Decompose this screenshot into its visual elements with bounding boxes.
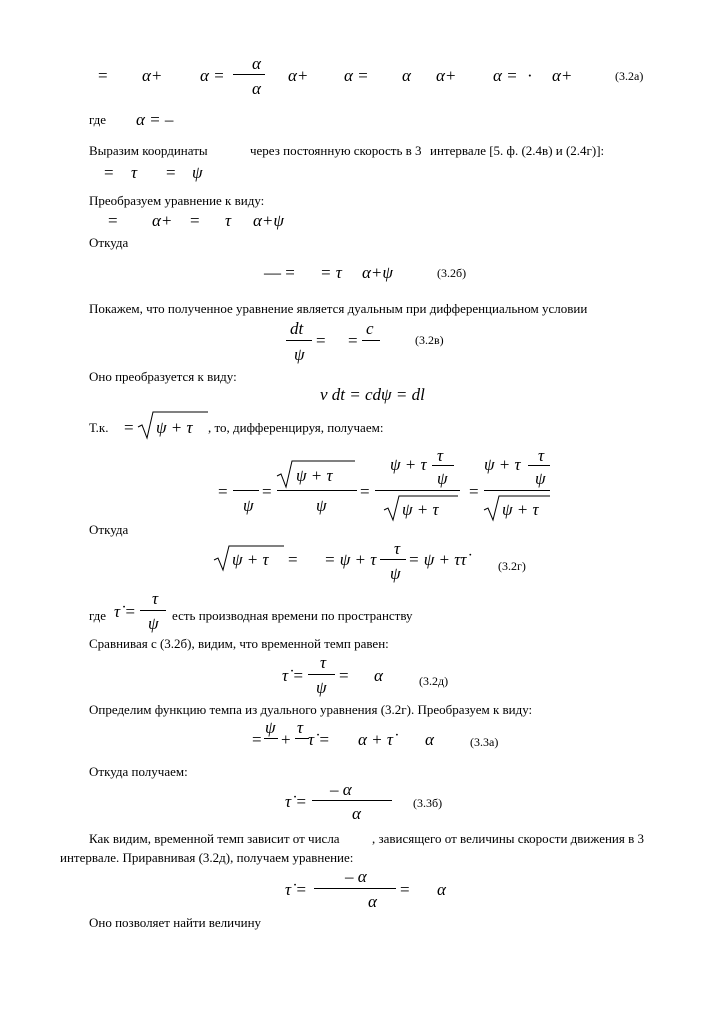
gde2-den: ψ (148, 614, 159, 633)
eq-3-2v-rhs-bar (362, 340, 380, 341)
para-vyrazim-c: интервале [5. ф. (2.4в) и (2.4г)]: (430, 143, 605, 158)
eq-3-3a-psi: ψ (265, 718, 276, 737)
big-f3-bar (375, 490, 460, 491)
eq-3-2a-frac-num: α (252, 54, 261, 73)
tk-eq: = (124, 418, 134, 437)
eq-3-3a-plus: + (281, 730, 291, 749)
big-f4-bar (484, 490, 550, 491)
eq-3-3a-eq1: = (252, 730, 262, 749)
eq-3-2v-bar (286, 340, 312, 341)
eq-3-2a-part1: = (98, 66, 108, 85)
para-kak-a: Как видим, временной темп зависит от числа (89, 831, 340, 846)
eq-3-2g-bar (380, 559, 406, 560)
eq-3-2g-tag: (3.2г) (498, 559, 526, 573)
eq-3-2a-frac-bar (233, 74, 265, 75)
gde2-text: есть производная времени по пространству (172, 608, 413, 623)
big-f4-psi: ψ (535, 469, 546, 488)
eq-3-2b-s1: — = (264, 263, 295, 282)
eq-3-3b-num: – α (330, 780, 352, 799)
eq-3-2g-s2: = ψ + τ (324, 550, 377, 569)
big-eq3: = (360, 482, 370, 501)
eq-3-2a-frac-den: α (252, 79, 261, 98)
eq-3-2d-tag: (3.2д) (419, 674, 449, 688)
eq-3-3a-s2: τ̇ = (308, 730, 330, 749)
eq-3-2a-part2: α+ (142, 66, 163, 85)
big-eq1: = (218, 482, 228, 501)
eq-3-3a-alpha: α (425, 730, 434, 749)
eq-3-2g-s3: = ψ + ττ̇ (408, 550, 467, 569)
eq-3-2a-tag: (3.2а) (615, 69, 644, 83)
para-sravn: Сравнивая с (3.2б), видим, что временной темп равен: (89, 636, 389, 651)
gde2-lhs: τ̇ = (114, 602, 136, 621)
para-kak-b: , зависящего от величины скорости движения в 3 (372, 831, 644, 846)
eq-3-2a-part8: α = (493, 66, 518, 85)
para-ono-2: Оно позволяет найти величину (89, 915, 262, 930)
eq-3-3b-tag: (3.3б) (413, 796, 443, 810)
eq-3-2a-part7: α+ (436, 66, 457, 85)
para-interval: интервале. Приравнивая (3.2д), получаем уравнение: (60, 850, 354, 865)
eq-final-num: – α (345, 867, 367, 886)
big-f4-rad: ψ + τ (502, 500, 539, 519)
eq-3-2a-part5: α = (344, 66, 369, 85)
eq-3-2g-rad: ψ + τ (232, 550, 269, 569)
eq-preobr-s4: α+ψ (253, 211, 284, 230)
tk-after: , то, дифференцируя, получаем: (208, 420, 384, 435)
eq-preobr-s3: = (190, 211, 200, 230)
big-f1-den: ψ (243, 496, 254, 515)
big-f3-inner-bar (432, 465, 454, 466)
eq-3-2v-eq1: = (316, 331, 326, 350)
para-otkuda-2: Откуда (89, 522, 129, 537)
para-vyrazim-b: через постоянную скорость в 3 (250, 143, 422, 158)
eq-3-2a-part4: α+ (288, 66, 309, 85)
eq-preobr-s2: α+ (152, 211, 173, 230)
big-f2-den: ψ (316, 496, 327, 515)
eq-3-2a-part9: · (527, 66, 533, 85)
para-opred: Определим функцию темпа из дуального уравнения (3.2г). Преобразуем к виду: (89, 702, 533, 717)
eq-3-3a-s3: α + τ̇ (358, 730, 393, 749)
eq-3-3a-bar2 (295, 738, 309, 739)
para-otkuda-1: Откуда (89, 235, 129, 250)
para-otkuda-pol: Откуда получаем: (89, 764, 188, 779)
eq-3-3b-bar (312, 800, 392, 801)
eq-3-2a-part3: α = (200, 66, 225, 85)
eq-3-2v-rhs: c (366, 319, 374, 338)
eq-3-2d-lhs: τ̇ = (282, 666, 304, 685)
big-f4-inner-bar (528, 465, 550, 466)
eq-final-lhs: τ̇ = (285, 880, 307, 899)
eq-3-2d-num: τ (320, 653, 327, 672)
eq-3-2d-den: ψ (316, 678, 327, 697)
gde-label-1: где (89, 112, 107, 127)
eq-3-2b-s3: α+ψ (362, 263, 393, 282)
eq-preobr-s1: = (108, 211, 118, 230)
tk-label: Т.к. (89, 420, 109, 435)
eq-3-2v-den: ψ (294, 345, 305, 364)
eq-3-2d-eq: = (339, 666, 349, 685)
eq-3-2a-part6: α (402, 66, 411, 85)
eq-coords-s2: = (166, 163, 176, 182)
eq-3-2g-eq1: = (288, 550, 298, 569)
eq-final-den: α (368, 892, 377, 911)
eq-3-2b-tag: (3.2б) (437, 266, 467, 280)
eq-3-2g-tau: τ (394, 539, 401, 558)
big-f1-bar (233, 490, 259, 491)
big-f3-rad: ψ + τ (402, 500, 439, 519)
eq-3-3a-tau: τ (297, 718, 304, 737)
eq-preobr-tau: τ (225, 211, 232, 230)
tk-radicand: ψ + τ (156, 418, 193, 437)
eq-3-2a-part10: α+ (552, 66, 573, 85)
gde-label-2: где (89, 608, 107, 623)
para-vyrazim-a: Выразим координаты (89, 143, 208, 158)
para-preobr: Преобразуем уравнение к виду: (89, 193, 265, 208)
eq-coords-psi: ψ (192, 163, 203, 182)
big-eq2: = (262, 482, 272, 501)
big-f2-bar (277, 490, 357, 491)
gde2-num: τ (152, 589, 159, 608)
eq-3-3b-den: α (352, 804, 361, 823)
eq-3-2d-bar (308, 674, 335, 675)
big-f3-tau: τ (437, 446, 444, 465)
big-f4-num: ψ + τ (484, 455, 521, 474)
eq-final-eq: = (400, 880, 410, 899)
big-f2-rad: ψ + τ (296, 466, 333, 485)
gde2-bar (140, 610, 166, 611)
eq-coords-s1: = (104, 163, 114, 182)
eq-3-2v-num: dt (290, 319, 304, 338)
eq-final-alpha: α (437, 880, 446, 899)
big-f3-num: ψ + τ (390, 455, 427, 474)
big-f3-psi: ψ (437, 469, 448, 488)
para-ono-1: Оно преобразуется к виду: (89, 369, 237, 384)
gde-formula-1: α = – (136, 110, 174, 129)
para-pokazhem: Покажем, что полученное уравнение является дуальным при дифференциальном условии (89, 301, 588, 316)
eq-final-bar (314, 888, 396, 889)
eq-dual: v dt = cdψ = dl (320, 385, 425, 404)
eq-3-3a-tag: (3.3а) (470, 735, 499, 749)
eq-3-2v-eq2: = (348, 331, 358, 350)
eq-3-2d-alpha: α (374, 666, 383, 685)
eq-coords-tau: τ (131, 163, 138, 182)
eq-3-3b-lhs: τ̇ = (285, 792, 307, 811)
eq-3-2v-tag: (3.2в) (415, 333, 444, 347)
eq-3-3a-bar1 (264, 738, 278, 739)
eq-3-2g-psi: ψ (390, 564, 401, 583)
big-eq4: = (469, 482, 479, 501)
big-f4-tau: τ (538, 446, 545, 465)
eq-3-2b-s2: = τ (320, 263, 342, 282)
